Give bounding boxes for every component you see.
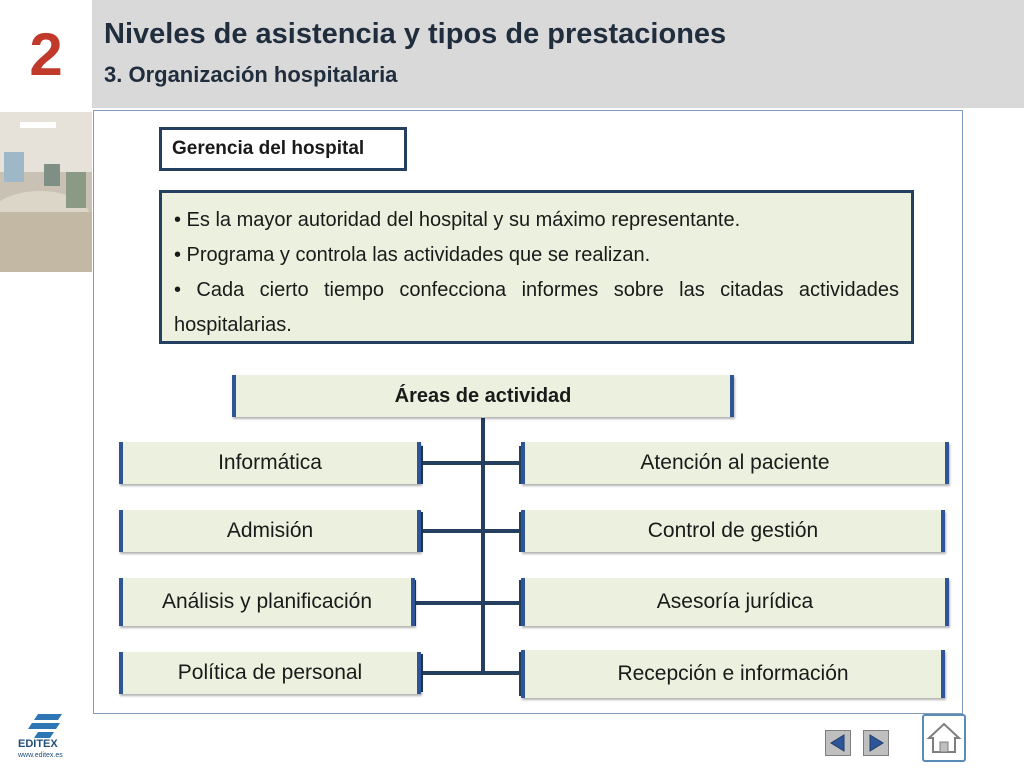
editex-logo-url: www.editex.es bbox=[18, 752, 63, 759]
area-informatica: Informática bbox=[119, 442, 421, 484]
gerencia-bullet-1: • Es la mayor autoridad del hospital y su máximo representante. bbox=[174, 209, 741, 231]
area-analisis-planificacion: Análisis y planificación bbox=[119, 578, 415, 626]
area-admision: Admisión bbox=[119, 510, 421, 552]
home-button[interactable] bbox=[922, 714, 966, 762]
prev-slide-button[interactable] bbox=[825, 730, 851, 756]
gerencia-description-box bbox=[159, 190, 914, 344]
gerencia-bullet-2: • Programa y controla las actividades que se realizan. bbox=[174, 244, 651, 266]
next-slide-button[interactable] bbox=[863, 730, 889, 756]
chapter-badge bbox=[0, 0, 92, 108]
slide-header bbox=[92, 0, 1024, 108]
areas-header: Áreas de actividad bbox=[232, 375, 734, 417]
triangle-right-icon bbox=[864, 731, 888, 755]
area-recepcion-informacion: Recepción e información bbox=[521, 650, 945, 698]
area-atencion-paciente: Atención al paciente bbox=[521, 442, 949, 484]
area-asesoria-juridica: Asesoría jurídica bbox=[521, 578, 949, 626]
gerencia-bullet-3: • Cada cierto tiempo confecciona informes sobre las citadas actividades hospitalarias. bbox=[174, 279, 899, 336]
hospital-photo bbox=[0, 112, 92, 272]
slide-title: Niveles de asistencia y tipos de prestaciones bbox=[104, 18, 727, 50]
home-icon bbox=[924, 716, 964, 760]
slide-subtitle: 3. Organización hospitalaria bbox=[104, 62, 398, 87]
area-politica-personal: Política de personal bbox=[119, 652, 421, 694]
gerencia-label-box: Gerencia del hospital bbox=[159, 127, 407, 171]
triangle-left-icon bbox=[826, 731, 850, 755]
editex-logo-text: EDITEX bbox=[18, 738, 58, 750]
chapter-number: 2 bbox=[29, 20, 63, 88]
area-control-gestion: Control de gestión bbox=[521, 510, 945, 552]
